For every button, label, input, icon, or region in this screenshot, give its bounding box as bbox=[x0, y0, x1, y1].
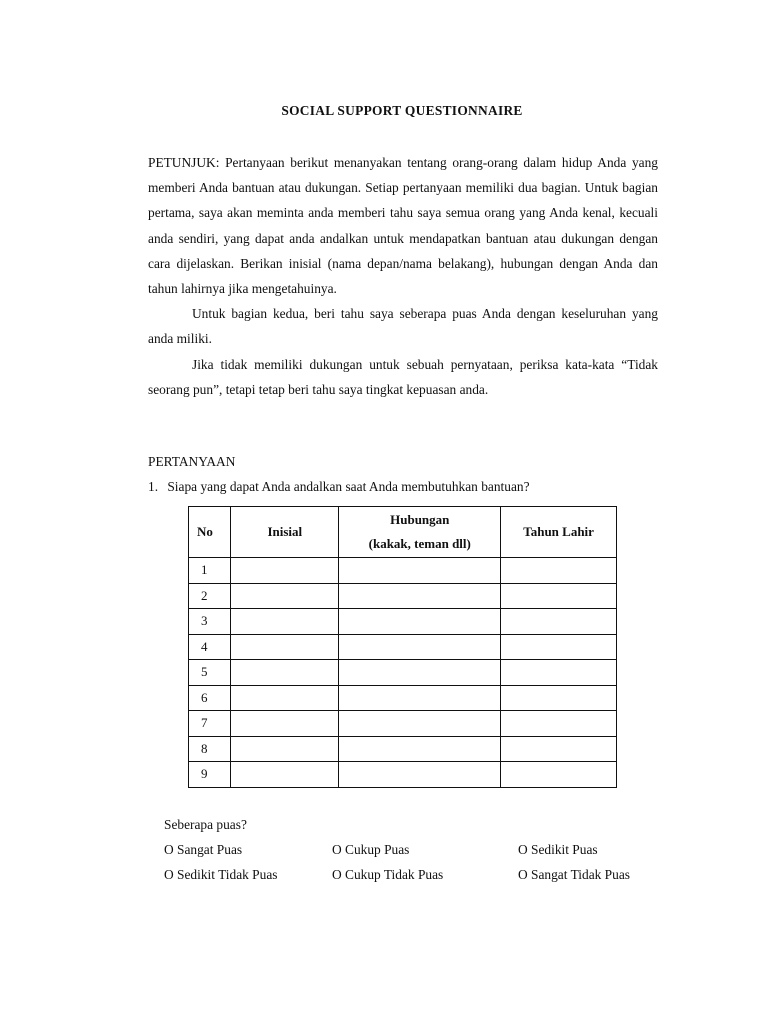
table-row bbox=[189, 609, 617, 635]
instructions-paragraph-2: Untuk bagian kedua, beri tahu saya seberapa puas Anda dengan keseluruhan yang anda miliki. bbox=[148, 306, 658, 347]
cell-inisial[interactable] bbox=[231, 634, 339, 660]
cell-no: 1 bbox=[189, 558, 231, 584]
cell-tahun-lahir[interactable] bbox=[501, 660, 617, 686]
cell-no: 8 bbox=[189, 736, 231, 762]
cell-tahun-lahir[interactable] bbox=[501, 558, 617, 584]
table-body bbox=[189, 558, 617, 788]
table-row bbox=[189, 660, 617, 686]
cell-inisial[interactable] bbox=[231, 685, 339, 711]
cell-inisial[interactable] bbox=[231, 711, 339, 737]
instructions-paragraph-3: Jika tidak memiliki dukungan untuk sebuah pernyataan, periksa kata-kata “Tidak seorang pun”, tetapi tetap beri tahu saya tingkat kepuasan anda. bbox=[148, 356, 658, 397]
cell-tahun-lahir[interactable] bbox=[501, 634, 617, 660]
page-title: SOCIAL SUPPORT QUESTIONNAIRE bbox=[281, 103, 523, 118]
header-hubungan bbox=[339, 507, 501, 558]
cell-tahun-lahir[interactable] bbox=[501, 609, 617, 635]
option-sangat-puas[interactable]: O Sangat Puas bbox=[164, 841, 243, 857]
table-row bbox=[189, 711, 617, 737]
question-text: Siapa yang dapat Anda andalkan saat Anda membutuhkan bantuan? bbox=[167, 479, 530, 494]
cell-no: 2 bbox=[189, 583, 231, 609]
table-row bbox=[189, 736, 617, 762]
table-header-row bbox=[189, 507, 617, 558]
cell-hubungan[interactable] bbox=[339, 609, 501, 635]
table-row bbox=[189, 634, 617, 660]
cell-tahun-lahir[interactable] bbox=[501, 736, 617, 762]
table-row bbox=[189, 583, 617, 609]
cell-hubungan[interactable] bbox=[339, 583, 501, 609]
header-no: No bbox=[189, 507, 231, 558]
satisfaction-options bbox=[164, 837, 668, 887]
option-sedikit-tidak-puas[interactable]: O Sedikit Tidak Puas bbox=[164, 866, 278, 882]
section-title: PERTANYAAN bbox=[148, 454, 236, 469]
cell-tahun-lahir[interactable] bbox=[501, 685, 617, 711]
cell-hubungan[interactable] bbox=[339, 660, 501, 686]
option-sedikit-puas[interactable]: O Sedikit Puas bbox=[518, 841, 598, 857]
cell-hubungan[interactable] bbox=[339, 711, 501, 737]
cell-no: 7 bbox=[189, 711, 231, 737]
cell-hubungan[interactable] bbox=[339, 634, 501, 660]
option-cukup-tidak-puas[interactable]: O Cukup Tidak Puas bbox=[332, 866, 444, 882]
header-hubungan-line1: Hubungan bbox=[390, 512, 450, 527]
option-cukup-puas[interactable]: O Cukup Puas bbox=[332, 841, 410, 857]
question-number: 1. bbox=[148, 479, 159, 494]
instructions-block bbox=[148, 150, 658, 402]
cell-hubungan[interactable] bbox=[339, 558, 501, 584]
cell-inisial[interactable] bbox=[231, 558, 339, 584]
cell-tahun-lahir[interactable] bbox=[501, 583, 617, 609]
cell-no: 6 bbox=[189, 685, 231, 711]
table-row bbox=[189, 558, 617, 584]
header-hubungan-line2: (kakak, teman dll) bbox=[368, 536, 471, 551]
cell-tahun-lahir[interactable] bbox=[501, 711, 617, 737]
cell-hubungan[interactable] bbox=[339, 685, 501, 711]
cell-no: 5 bbox=[189, 660, 231, 686]
cell-hubungan[interactable] bbox=[339, 736, 501, 762]
satisfaction-block bbox=[164, 812, 668, 887]
cell-tahun-lahir[interactable] bbox=[501, 762, 617, 788]
table-row bbox=[189, 762, 617, 788]
header-tahun-lahir: Tahun Lahir bbox=[501, 507, 617, 558]
header-inisial: Inisial bbox=[231, 507, 339, 558]
satisfaction-question: Seberapa puas? bbox=[164, 817, 247, 832]
cell-hubungan[interactable] bbox=[339, 762, 501, 788]
question-1 bbox=[148, 479, 530, 495]
cell-inisial[interactable] bbox=[231, 736, 339, 762]
cell-inisial[interactable] bbox=[231, 583, 339, 609]
table-row bbox=[189, 685, 617, 711]
cell-no: 3 bbox=[189, 609, 231, 635]
cell-no: 4 bbox=[189, 634, 231, 660]
option-sangat-tidak-puas[interactable]: O Sangat Tidak Puas bbox=[518, 866, 630, 882]
support-table bbox=[188, 506, 617, 788]
instructions-paragraph-1: PETUNJUK: Pertanyaan berikut menanyakan tentang orang-orang dalam hidup Anda yang memberi Anda bantuan atau dukungan. Setiap pertanyaan memiliki dua bagian. Untuk bagian pertama, saya akan meminta anda memberi tahu saya semua orang yang Anda kenal, kecuali anda sendiri, yang dapat anda andalkan untuk mendapatkan bantuan atau dukungan dengan cara dijelaskan. Berikan inisial (nama depan/nama belakang), hubungan dengan Anda dan tahun lahirnya jika mengetahuinya. bbox=[148, 155, 658, 297]
cell-inisial[interactable] bbox=[231, 762, 339, 788]
cell-inisial[interactable] bbox=[231, 609, 339, 635]
cell-inisial[interactable] bbox=[231, 660, 339, 686]
cell-no: 9 bbox=[189, 762, 231, 788]
